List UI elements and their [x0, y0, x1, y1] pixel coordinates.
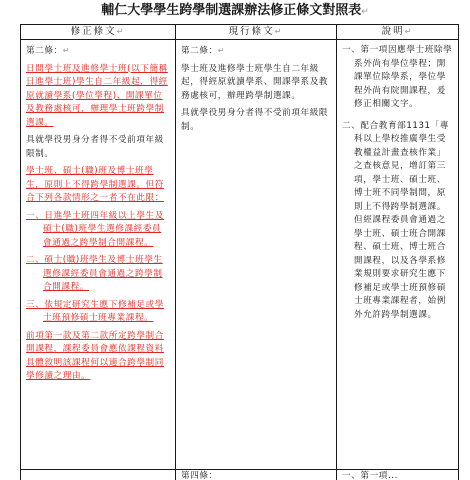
header-revised: 修正條文↵ [21, 25, 176, 40]
paragraph-mark: ↵ [361, 7, 369, 17]
revised-para-1: 日間學士班及進修學士班(以下簡稱日進學士班)學生自二年級起，得經原就讀學系(學位學程)、開課單位及教務處核可，辦理學士班跨學制選課。 [26, 63, 168, 128]
tail-explanation-text: 一、第一項... [342, 471, 398, 480]
current-para-2: 具就學役男身分者得不受前項年級限制。 [181, 108, 329, 132]
document-title [0, 2, 470, 21]
table-header-row [21, 25, 459, 40]
table-row [21, 470, 459, 480]
current-cell [176, 40, 337, 470]
current-article: 第二條：↵ [181, 46, 226, 56]
revised-para-2: 具就學役男身分者得不受前項年級限制。 [26, 135, 164, 159]
explanation-note-1: 一、第一項因應學士班除學系外尚有學位學程；開課單位除學系，學位學程外尚有院開課程，爰修正相關文字。 [342, 45, 453, 109]
table-row [21, 40, 459, 470]
explanation-cell [337, 40, 459, 470]
explanation-note-2: 二、配合教育部1131「專科以上學校推廣學生受教權益計畫查核作業」之查核意見，增訂第三項，學士班、碩士班、博士班不同學制間，原則上不得跨學制選課。但經課程委員會通過之學士班、碩士班合開課程、碩士班、博士班合開課程，以及各學系修業規則要求研究生應下修補足或學士班預修碩士班專業課程者，始例外允許跨學制選課。 [342, 120, 450, 320]
header-current: 現行條文↵ [176, 25, 337, 40]
revised-para-4: 前項第一款及第二款所定跨學制合開課程，課程委員會應依課程資料具體敘明該課程何以適合跨學制同學修讀之理由。 [26, 330, 164, 381]
revised-para-3: 學士班、碩士(職)班及博士班學生，原則上不得跨學制選課。但符合下列各款情形之一者不在此限： [26, 166, 164, 203]
tail-current-article: 第四條： [181, 471, 218, 480]
revised-item-3: 三、依規定研究生應下修補足或學士班預修碩士班專業課程。 [26, 299, 164, 323]
tail-revised-cell [21, 470, 176, 480]
comparison-table [20, 24, 459, 480]
header-explanation: 說明↵ [337, 25, 459, 40]
current-para-1: 學士班及進修學士班學生自二年級起，得經原就讀學系、開課學系及教務處核可，辦理跨學制選課。 [181, 63, 329, 101]
revised-cell [21, 40, 176, 470]
revised-item-1: 一、日進學士班四年級以上學生及碩士(職)班學生選修課經委員會通過之跨學制合開課程。 [26, 210, 164, 248]
tail-current-cell [176, 470, 337, 480]
revised-item-2: 二、碩士(職)班學生及博士班學生選修課經委員會通過之跨學制合開課程。 [26, 255, 163, 292]
tail-explanation-cell [337, 470, 459, 480]
title-text: 輔仁大學學生跨學制選課辦法修正條文對照表 [101, 3, 362, 18]
revised-article: 第二條：↵ [26, 46, 71, 56]
